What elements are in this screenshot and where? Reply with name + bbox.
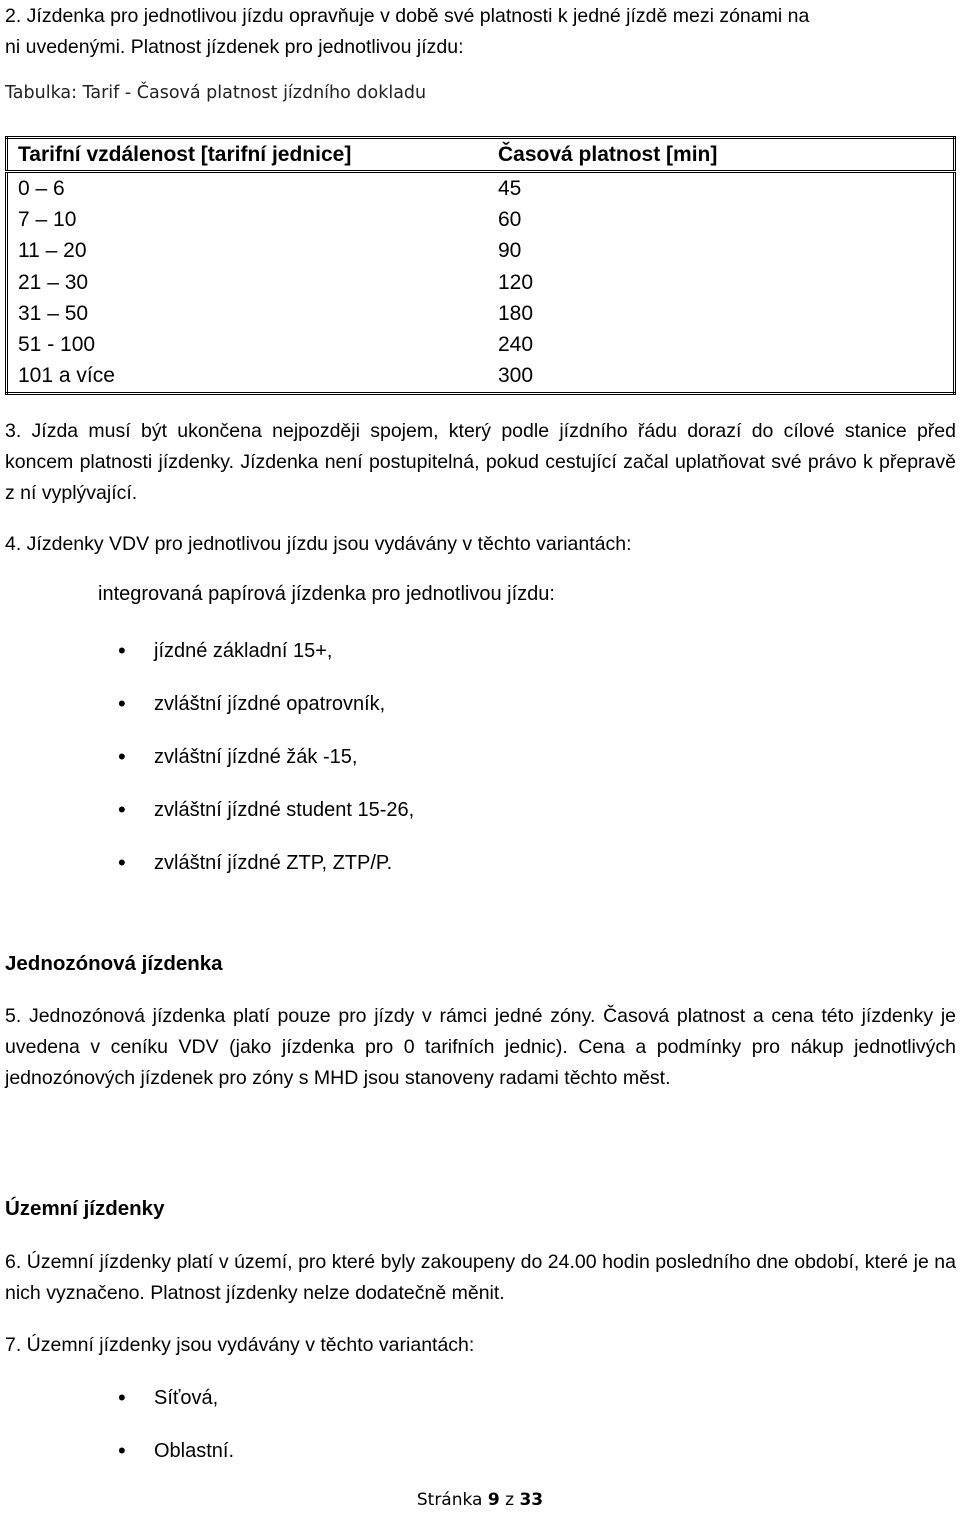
table-cell-validity: 90: [498, 239, 522, 263]
table-row: [7, 204, 955, 235]
table-row: [7, 172, 955, 205]
list-item: • zvláštní jízdné student 15-26,: [0, 796, 414, 849]
footer-total-pages: 33: [519, 1490, 544, 1510]
footer-prefix: Stránka: [416, 1490, 488, 1510]
table-cell-validity: 240: [498, 333, 534, 357]
table-cell-validity: 300: [498, 364, 534, 388]
list-item: • zvláštní jízdné žák -15,: [0, 743, 414, 796]
intro-line-2: ni uvedenými. Platnost jízdenek pro jednotlivou jízdu:: [5, 36, 464, 58]
table-cell-distance: 51 - 100: [18, 333, 96, 357]
list-item: • Síťová,: [0, 1384, 234, 1437]
table-cell-validity: 180: [498, 301, 534, 325]
table-row: [7, 329, 955, 360]
paragraph-7: 7. Územní jízdenky jsou vydávány v těchto variantách:: [5, 1334, 475, 1356]
table-caption: Tabulka: Tarif - Časová platnost jízdního dokladu: [5, 83, 427, 103]
paragraph-6: 6. Územní jízdenky platí v území, pro které byly zakoupeny do 24.00 hodin posledního dne období, které je na nich vyznačeno. Platnost jízdenky nelze dodatečně měnit.: [5, 1251, 956, 1304]
table-cell-distance: 7 – 10: [18, 207, 77, 231]
table-cell-validity: 45: [498, 176, 522, 200]
paragraph-4-subheading: integrovaná papírová jízdenka pro jednotlivou jízdu:: [98, 583, 555, 605]
paragraph-4: 4. Jízdenky VDV pro jednotlivou jízdu jsou vydávány v těchto variantách:: [5, 533, 632, 555]
paragraph-5: 5. Jednozónová jízdenka platí pouze pro jízdy v rámci jedné zóny. Časová platnost a cena této jízdenky je uvedena v ceníku VDV (jako jízdenka pro 0 tarifních jednic). Cena a podmínky pro nákup jednotlivých jednozónových jízdenek pro zóny s MHD jsou stanoveny radami těchto měst.: [5, 1005, 956, 1089]
territorial-variants-list: [0, 1384, 234, 1490]
table-cell-validity: 120: [498, 270, 534, 294]
table-row: [7, 236, 955, 267]
table-header-validity: Časová platnost [min]: [488, 138, 955, 172]
table-header-distance: Tarifní vzdálenost [tarifní jednice]: [7, 138, 489, 172]
table-cell-distance: 11 – 20: [18, 239, 87, 263]
footer-page-number: 9: [487, 1490, 500, 1510]
section-heading-single-zone: Jednozónová jízdenka: [5, 952, 223, 975]
tariff-table: [5, 136, 956, 395]
table-row: [7, 267, 955, 298]
footer-middle: z: [499, 1490, 520, 1510]
table-header-row: [7, 138, 955, 172]
list-item: • Oblastní.: [0, 1437, 234, 1490]
table-cell-distance: 101 a více: [18, 364, 115, 388]
table-cell-distance: 31 – 50: [18, 301, 89, 325]
list-item: • zvláštní jízdné opatrovník,: [0, 690, 414, 743]
table-row: [7, 298, 955, 329]
ticket-variants-list: [0, 637, 414, 902]
list-item: • jízdné základní 15+,: [0, 637, 414, 690]
intro-line-1: 2. Jízdenka pro jednotlivou jízdu opravňuje v době své platnosti k jedné jízdě mezi zónami na: [5, 5, 810, 27]
table-cell-distance: 21 – 30: [18, 270, 89, 294]
paragraph-3: 3. Jízda musí být ukončena nejpozději spojem, který podle jízdního řádu dorazí do cílové stanice před koncem platnosti jízdenky. Jízdenka není postupitelná, pokud cestující začal uplatňovat své právo k přepravě z ní vyplývající.: [5, 420, 956, 504]
table-row: [7, 361, 955, 394]
table-cell-distance: 0 – 6: [18, 176, 65, 200]
list-item: • zvláštní jízdné ZTP, ZTP/P.: [0, 849, 414, 902]
page-footer: [0, 1490, 960, 1510]
section-heading-territorial: Územní jízdenky: [5, 1197, 165, 1220]
table-cell-validity: 60: [498, 207, 522, 231]
intro-paragraph: [5, 1, 956, 63]
